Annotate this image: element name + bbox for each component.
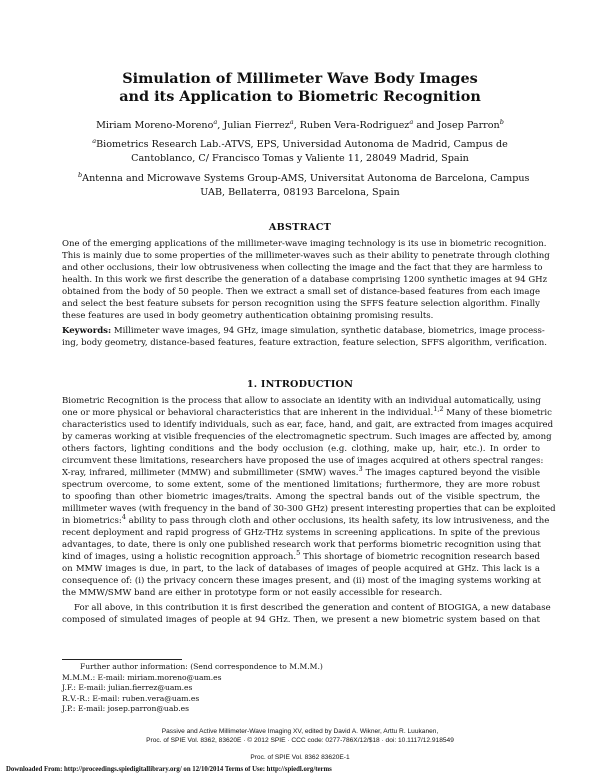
body-text: This shortage of biometric recognition research based <box>300 552 540 562</box>
affiliation-line: Biometrics Research Lab.-ATVS, EPS, Universidad Autonoma de Madrid, Campus de <box>96 139 508 150</box>
keywords-line: Millimeter wave images, 94 GHz, image simulation, synthetic database, biometrics, image process- <box>113 326 545 336</box>
footnote-rule <box>62 659 182 660</box>
body-text: X-ray, infrared, millimeter (MMW) and submillimeter (SMW) waves. <box>62 468 359 478</box>
abstract-line: obtained from the body of 50 people. Then we extract a small set of distance-based features from each image <box>62 287 540 297</box>
body-line: on MMW images is due, in part, to the lack of databases of images of people acquired at GHz. This lack is a <box>62 564 540 574</box>
publication-info <box>0 727 600 745</box>
publication-line: Proc. of SPIE Vol. 8362, 83620E · © 2012 SPIE · CCC code: 0277-786X/12/$18 · doi: 10.1117/12.918549 <box>146 737 454 744</box>
author-conjunction: and <box>416 120 435 131</box>
body-line: to spoofing than other biometric images/traits. Among the spectral bands out of the visible spectrum, the <box>62 492 540 502</box>
affiliation-a <box>78 138 522 166</box>
footnote-email: M.M.M.: E-mail: miriam.moreno@uam.es <box>62 672 222 682</box>
body-text: kind of images, using a holistic recognition approach. <box>62 552 297 562</box>
body-text: Many of these biometric <box>443 408 552 418</box>
affiliation-mark: a <box>92 137 97 145</box>
keywords-label: Keywords: <box>62 326 112 336</box>
paper-title <box>0 70 600 106</box>
abstract-heading: ABSTRACT <box>268 222 332 233</box>
body-line: spectrum overcome, to some extent, some of the mentioned limitations; furthermore, they are more robust <box>62 480 540 490</box>
body-line: the MMW/SMW band are either in prototype form or not easily accessible for research. <box>62 588 443 598</box>
body-text: The images captured beyond the visible <box>362 468 540 478</box>
body-text: ability to pass through cloth and other occlusions, its health safety, its low intrusiveness, and the <box>125 516 550 526</box>
publication-line: Passive and Active Millimeter-Wave Imaging XV, edited by David A. Wikner, Arttu R. Luukanen, <box>161 728 439 735</box>
affiliation-mark: a <box>409 118 414 126</box>
download-notice: Downloaded From: http://proceedings.spiedigitallibrary.org/ on 12/10/2014 Terms of Use: http://spiedl.org/terms <box>6 766 332 773</box>
author-name: Josep Parron <box>437 120 500 131</box>
body-line: circumvent these limitations, researchers have proposed the use of images acquired at others spectral ranges: <box>62 456 544 466</box>
affiliation-line: UAB, Bellaterra, 08193 Barcelona, Spain <box>200 187 400 198</box>
page-number: Proc. of SPIE Vol. 8362 83620E-1 <box>250 754 350 761</box>
footnote <box>62 662 520 715</box>
body-line: characteristics used to identify individuals, such as ear, face, hand, and gait, are extracted from images acquired <box>62 420 554 430</box>
affiliation-line: Antenna and Microwave Systems Group-AMS, Universitat Autonoma de Barcelona, Campus <box>82 173 530 184</box>
citation: 5 <box>296 549 301 557</box>
body-line: advantages, to date, there is only one published research work that performs biometric recognition using that <box>62 540 541 550</box>
body-line: others factors, lighting conditions and the body occlusion (e.g. clothing, make up, hair, etc.). In order to <box>62 444 540 454</box>
paper-title-line-1: Simulation of Millimeter Wave Body Images <box>122 70 478 87</box>
footnote-info: Further author information: (Send correspondence to M.M.M.) <box>80 662 323 671</box>
citation: 3 <box>358 465 363 473</box>
abstract-line: This is mainly due to some properties of the millimeter-waves such as their ability to penetrate through clothing <box>62 251 550 261</box>
affiliation-b <box>78 171 530 200</box>
introduction-body <box>62 395 556 599</box>
body-line: For all above, in this contribution it is first described the generation and content of BIOGIGA, a new database <box>74 603 551 613</box>
author-list: Miriam Moreno-Moreno$^a$, Julian Fierrez$^a$, Ruben Vera-Rodriguez$^a$ and Josep Parron$^b$ <box>96 118 504 131</box>
body-text: in biometrics: <box>62 516 122 526</box>
affiliation-line: Cantoblanco, C/ Francisco Tomas y Valiente 11, 28049 Madrid, Spain <box>131 153 469 164</box>
abstract-body <box>62 238 550 322</box>
affiliation-mark: a <box>213 118 218 126</box>
author-name: Julian Fierrez <box>223 120 290 131</box>
affiliation-mark: a <box>289 118 294 126</box>
abstract-line: and other occlusions, their low obtrusiveness when collecting the image and the fact that they are harmless to <box>62 263 543 273</box>
paper-title-line-2: and its Application to Biometric Recognition <box>119 88 481 105</box>
body-text: one or more physical or behavioral characteristics that are inherent in the individual. <box>62 408 434 418</box>
abstract-line: these features are used in body geometry authentication obtaining promising results. <box>62 311 434 321</box>
abstract-line: and select the best feature subsets for person recognition using the SFFS feature selection algorithm. Finally <box>62 299 540 309</box>
body-line: by cameras working at visible frequencies of the electromagnetic spectrum. Such images are affected by, among <box>62 432 552 442</box>
citation: 4 <box>121 513 126 521</box>
introduction-heading: 1. INTRODUCTION <box>246 379 354 390</box>
footnote-email: J.P.: E-mail: josep.parron@uab.es <box>62 704 190 714</box>
keywords-line: ing, body geometry, distance-based features, feature extraction, feature selection, SFFS algorithm, verification. <box>62 338 547 348</box>
footnote-email: R.V.-R.: E-mail: ruben.vera@uam.es <box>62 693 200 703</box>
citation: 1,2 <box>433 405 444 413</box>
body-line: consequence of: (i) the privacy concern these images present, and (ii) most of the imaging systems working at <box>62 576 541 586</box>
body-line: composed of simulated images of people at 94 GHz. Then, we present a new biometric system based on that <box>62 615 540 625</box>
body-line: recent deployment and rapid progress of GHz-THz systems in screening applications. In spite of the previous <box>62 528 540 538</box>
introduction-paragraph-2 <box>62 602 551 626</box>
affiliation-mark: b <box>78 171 83 179</box>
abstract-line: One of the emerging applications of the millimeter-wave imaging technology is its use in biometric recognition. <box>62 239 547 249</box>
footnote-email: J.F.: E-mail: julian.fierrez@uam.es <box>62 683 193 693</box>
author-name: Ruben Vera-Rodriguez <box>299 120 410 131</box>
body-line: Biometric Recognition is the process that allow to associate an identity with an individual automatically, using <box>62 396 541 406</box>
affiliation-mark: b <box>499 118 504 126</box>
author-name: Miriam Moreno-Moreno <box>96 120 214 131</box>
keywords <box>62 325 547 349</box>
abstract-line: health. In this work we first describe the generation of a database comprising 1200 synthetic images at 94 GHz <box>62 275 548 285</box>
body-line: millimeter waves (with frequency in the band of 30-300 GHz) present interesting properties that can be exploited <box>62 504 556 514</box>
